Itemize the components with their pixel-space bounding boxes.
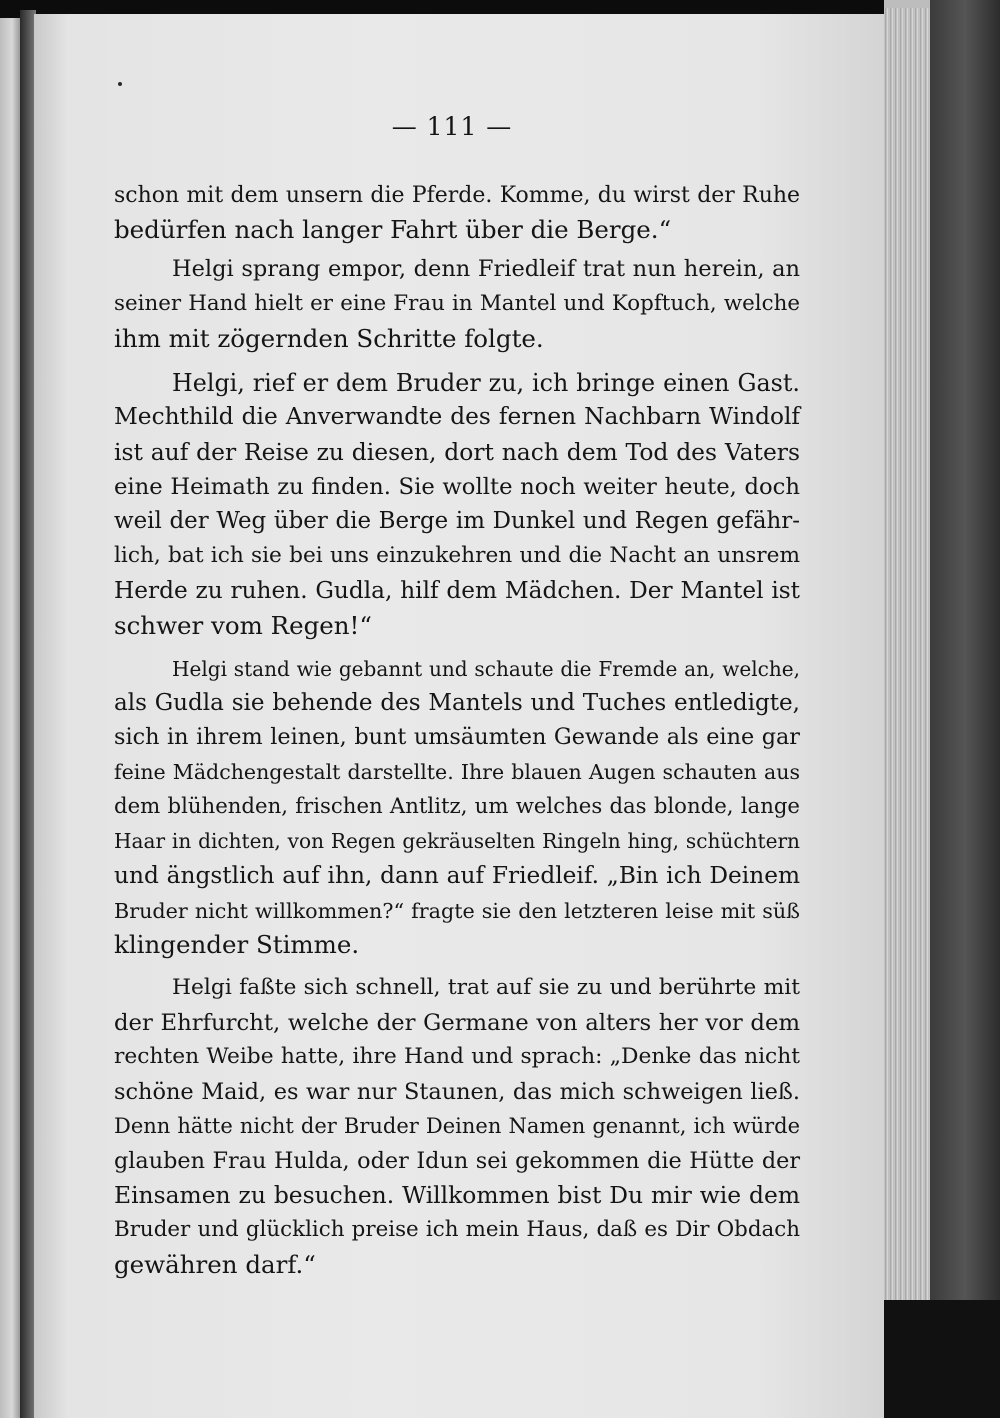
text-line: schöne Maid, es war nur Staunen, das mich schweigen ließ.	[114, 1079, 800, 1105]
page-number: — 111 —	[391, 112, 513, 141]
ink-dot	[118, 82, 122, 86]
text-line: Einsamen zu besuchen. Willkommen bist Du mir wie dem	[114, 1181, 800, 1209]
text-line: schwer vom Regen!“	[114, 611, 372, 640]
text-line: Helgi stand wie gebannt und schaute die Fremde an, welche,	[172, 657, 800, 681]
text-line: als Gudla sie behende des Mantels und Tuches entledigte,	[114, 690, 800, 716]
text-line: Helgi sprang empor, denn Friedleif trat nun herein, an	[172, 256, 800, 282]
text-line: dem blühenden, frischen Antlitz, um welches das blonde, lange	[114, 794, 800, 819]
text-line: der Ehrfurcht, welche der Germane von alters her vor dem	[114, 1010, 800, 1036]
text-line: klingender Stimme.	[114, 930, 360, 959]
edge-shadow	[884, 1300, 1000, 1418]
text-line: feine Mädchengestalt darstellte. Ihre blauen Augen schauten aus	[114, 760, 800, 784]
book-cover-edge	[930, 0, 1000, 1300]
text-line: rechten Weibe hatte, ihre Hand und sprach: „Denke das nicht	[114, 1044, 800, 1069]
text-line: Bruder nicht willkommen?“ fragte sie den letzteren leise mit süß	[114, 899, 800, 923]
text-line: Haar in dichten, von Regen gekräuselten Ringeln hing, schüchtern	[114, 829, 800, 853]
text-line: sich in ihrem leinen, bunt umsäumten Gewande als eine gar	[114, 724, 800, 750]
text-line: Helgi faßte sich schnell, trat auf sie zu und berührte mit	[172, 975, 800, 1000]
text-line: ihm mit zögernden Schritte folgte.	[114, 324, 544, 353]
text-line: Helgi, rief er dem Bruder zu, ich bringe einen Gast.	[172, 369, 800, 397]
text-line: Herde zu ruhen. Gudla, hilf dem Mädchen. Der Mantel ist	[114, 577, 800, 604]
text-line: und ängstlich auf ihn, dann auf Friedleif. „Bin ich Deinem	[114, 862, 800, 889]
text-line: glauben Frau Hulda, oder Idun sei gekommen die Hütte der	[114, 1148, 800, 1174]
text-line: Bruder und glücklich preise ich mein Haus, daß es Dir Obdach	[114, 1217, 800, 1242]
text-line: Denn hätte nicht der Bruder Deinen Namen genannt, ich würde	[114, 1114, 800, 1138]
text-line: eine Heimath zu finden. Sie wollte noch weiter heute, doch	[114, 474, 800, 500]
text-line: lich, bat ich sie bei uns einzukehren und die Nacht an unsrem	[114, 543, 800, 568]
text-line: ist auf der Reise zu diesen, dort nach dem Tod des Vaters	[114, 438, 800, 466]
previous-page-edge	[0, 18, 20, 1418]
stacked-page-edges	[884, 0, 930, 1318]
text-line: seiner Hand hielt er eine Frau in Mantel und Kopftuch, welche	[114, 291, 800, 316]
text-line: schon mit dem unsern die Pferde. Komme, du wirst der Ruhe	[114, 183, 800, 208]
text-line: weil der Weg über die Berge im Dunkel und Regen gefähr-	[114, 508, 800, 534]
text-line: bedürfen nach langer Fahrt über die Berge.“	[114, 215, 672, 244]
text-line: gewähren darf.“	[114, 1250, 316, 1279]
text-line: Mechthild die Anverwandte des fernen Nachbarn Windolf	[114, 403, 800, 430]
